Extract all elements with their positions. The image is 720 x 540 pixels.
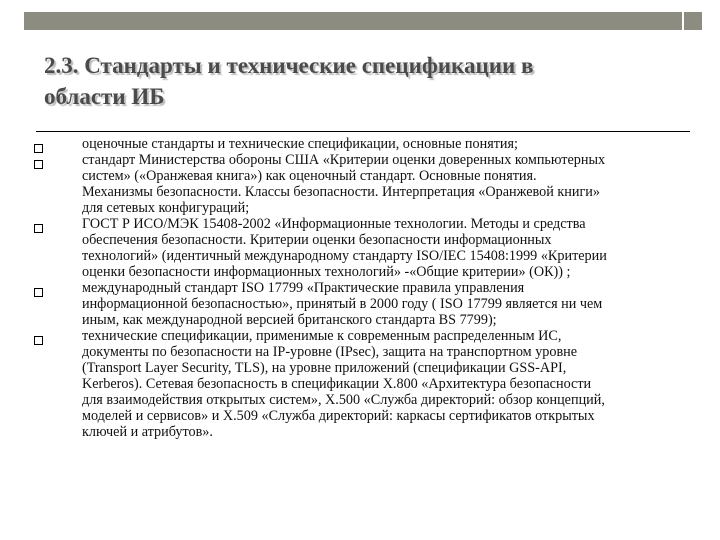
list-item xyxy=(0,152,720,216)
square-bullet-icon xyxy=(34,336,43,345)
list-item-text: международный стандарт ISO 17799 «Практические правила управления информационной безопасностью», принятый в 2000 году ( ISO 17799 является ни чем иным, как международной версией британского стандарта BS 7799); xyxy=(82,280,603,328)
list-item-text: оценочные стандарты и технические спецификации, основные понятия; xyxy=(82,136,518,152)
square-bullet-icon xyxy=(34,160,43,169)
list-item-text: стандарт Министерства обороны США «Критерии оценки доверенных компьютерных систем» («Оранжевая книга») как оценочный стандарт. Основные понятия. Механизмы безопасности. Классы безопасности. Интерпретация «Оранжевой книги» для сетевых конфигураций; xyxy=(82,152,606,216)
slide-title: 2.3. Стандарты и технические спецификации в области ИБ xyxy=(44,53,534,109)
list-item xyxy=(0,328,720,440)
list-item xyxy=(0,136,720,152)
square-bullet-icon xyxy=(34,288,43,297)
bullet-list xyxy=(0,136,720,440)
list-item xyxy=(0,216,720,280)
list-item-text: технические спецификации, применимые к современным распределенным ИС, документы по безопасности на IP-уровне (IPsec), защита на транспортном уровне (Transport Layer Security, TLS), на уровне приложений (спецификации GSS-API, Kerberos). Сетевая безопасность в спецификации X.800 «Архитектура безопасности для взаимодействия открытых систем», X.500 «Служба директорий: обзор концепций, моделей и сервисов» и X.509 «Служба директорий: каркасы сертификатов открытых ключей и атрибутов». xyxy=(82,328,605,440)
square-bullet-icon xyxy=(34,224,43,233)
top-decorative-bar xyxy=(24,12,682,30)
top-decorative-square xyxy=(684,12,702,30)
list-item-text: ГОСТ Р ИСО/МЭК 15408-2002 «Информационные технологии. Методы и средства обеспечения безопасности. Критерии оценки безопасности информационных технологий» (идентичный международному стандарту ISO/IEC 15408:1999 «Критерии оценки безопасности информационных технологий» -«Общие критерии» (ОК)) ; xyxy=(82,216,607,280)
list-item xyxy=(0,280,720,328)
title-divider xyxy=(36,131,690,132)
